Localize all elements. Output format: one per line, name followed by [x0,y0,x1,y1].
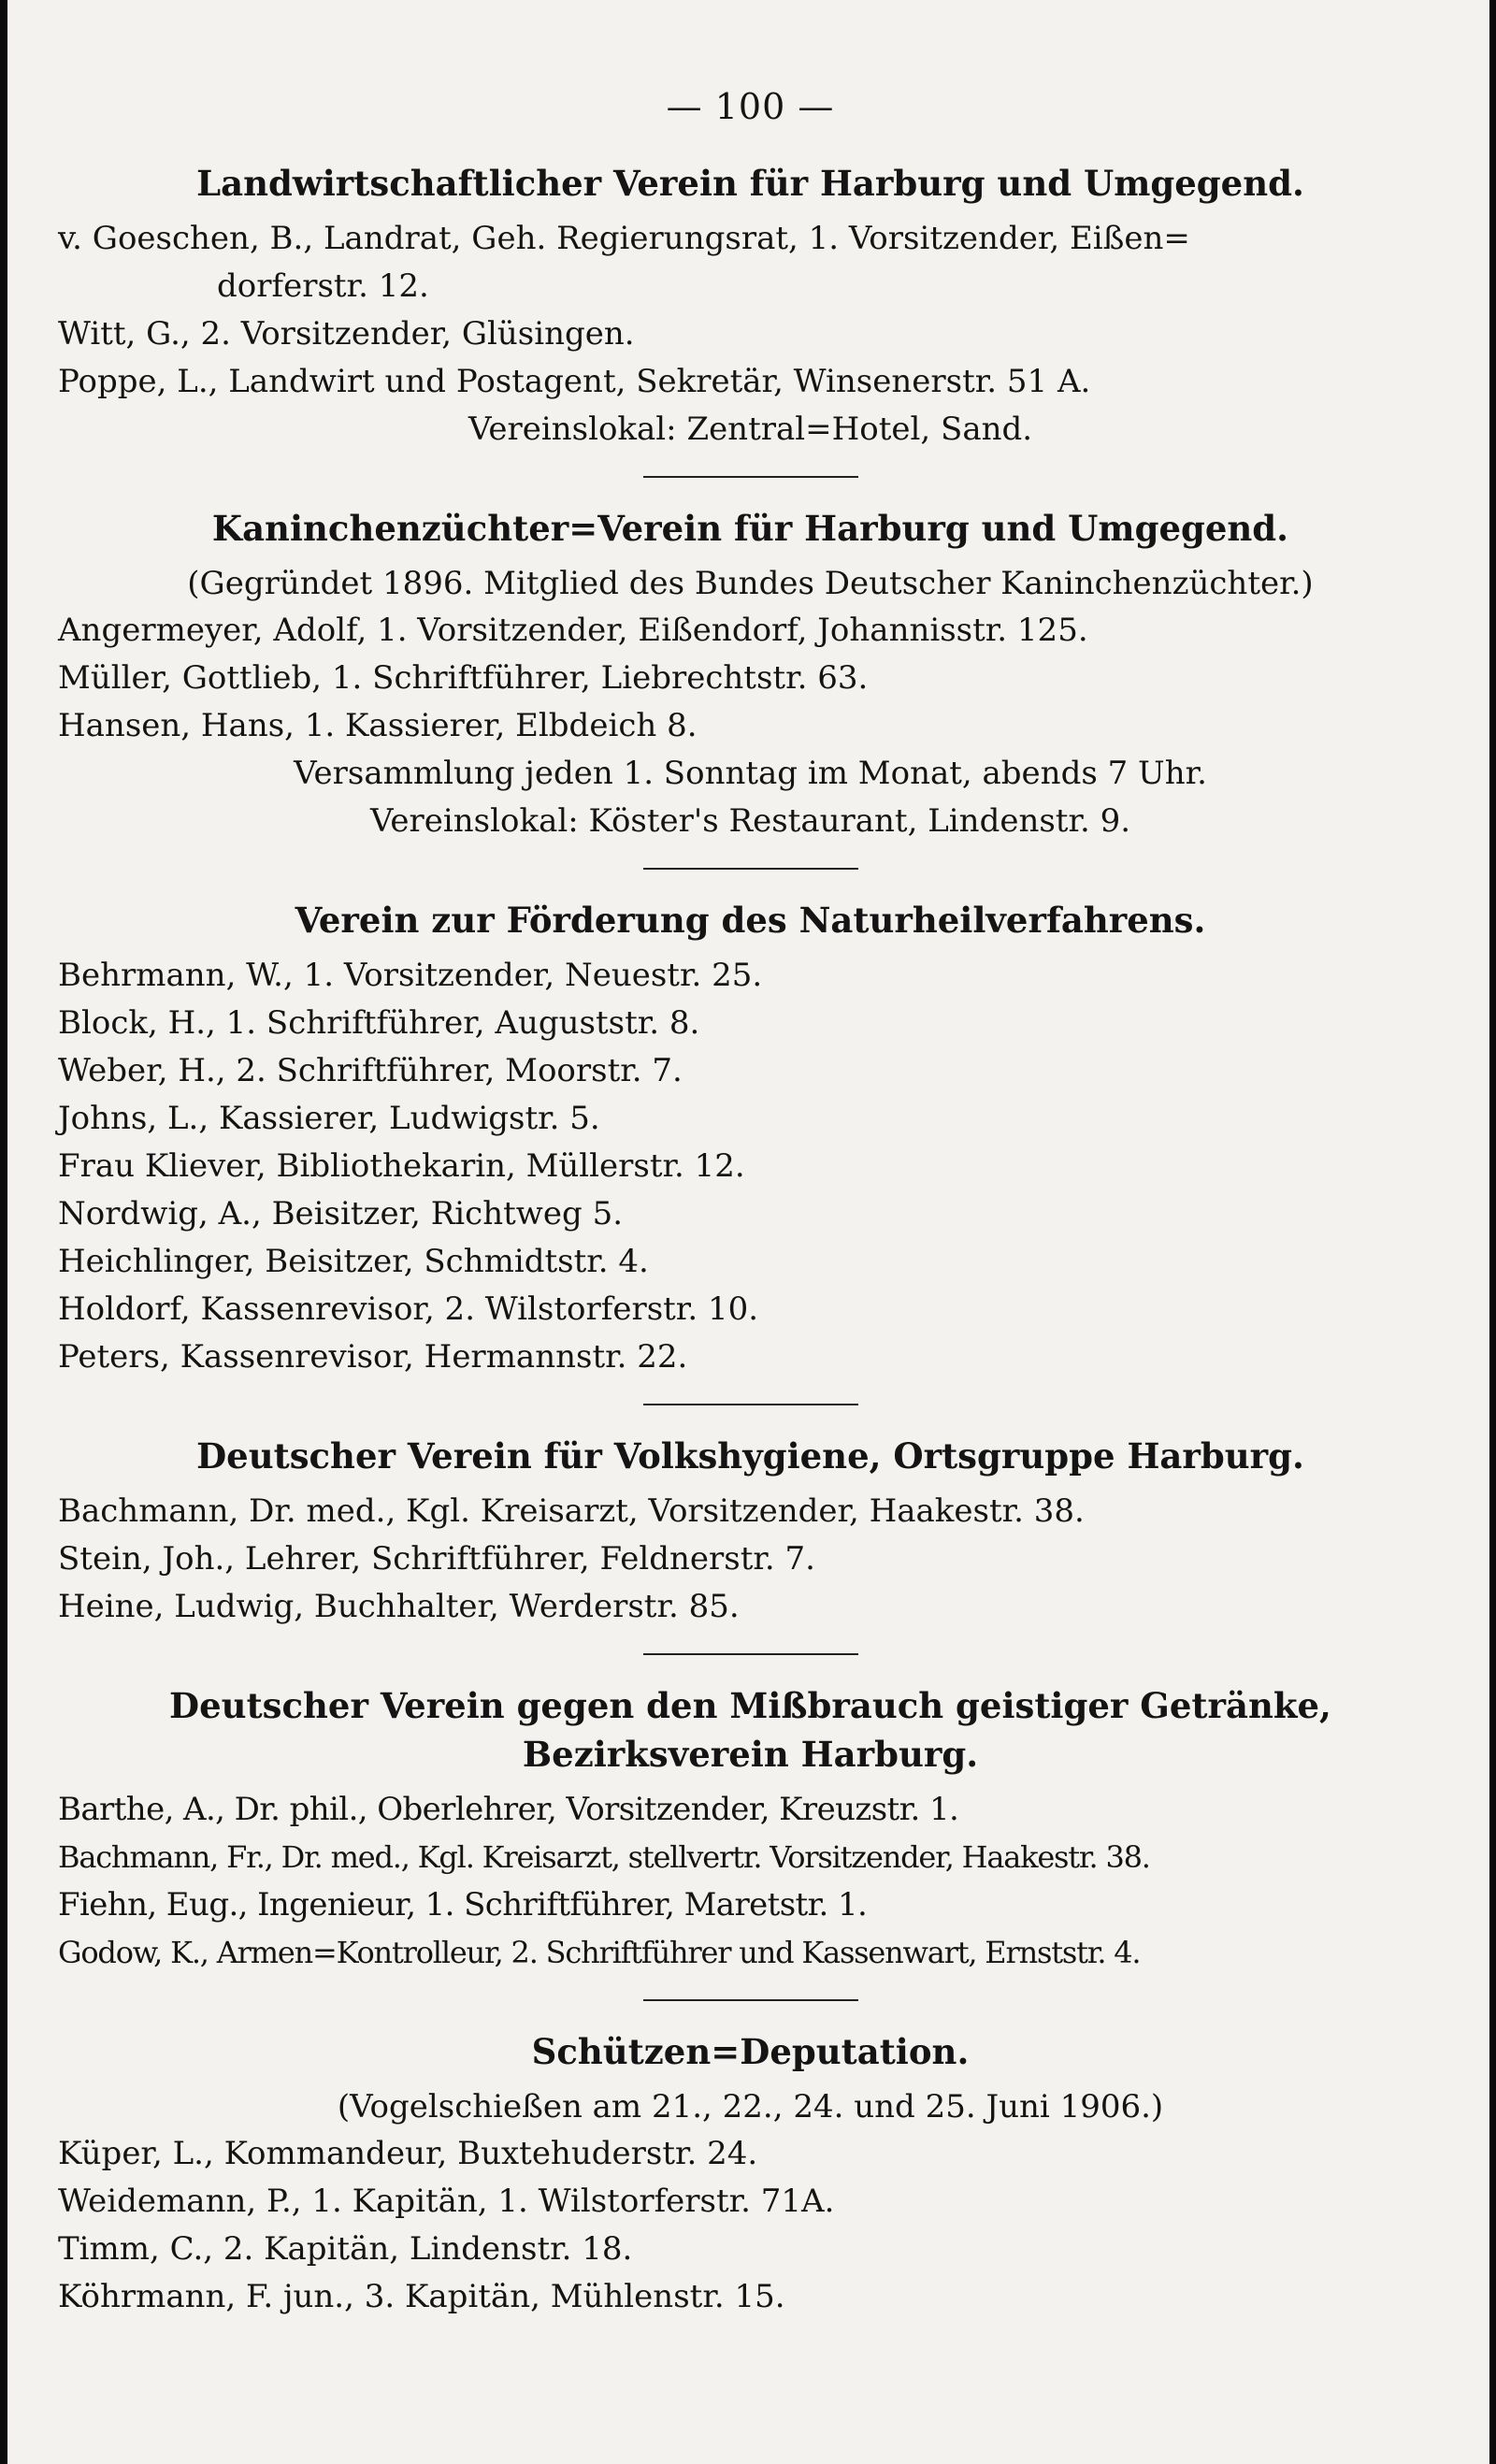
section-heading: Kaninchenzüchter=Verein für Harburg und Umgegend. [211,508,1289,549]
entry-text: v. Goeschen, B., Landrat, Geh. Regierungsrat, 1. Vorsitzender, Eißen= [58,220,1190,257]
list-item: Küper, L., Kommandeur, Buxtehuderstr. 24. [58,2135,758,2172]
member-list [58,2130,1443,2321]
list-item: Köhrmann, F. jun., 3. Kapitän, Mühlenstr. 15. [58,2278,785,2315]
section-kaninchenzuechter-verein [58,504,1443,845]
entry-continuation: dorferstr. 12. [217,267,429,305]
section-note: Vereinslokal: Köster's Restaurant, Lindenstr. 9. [369,802,1131,840]
member-list [58,1488,1443,1631]
section-naturheilverfahren [58,896,1443,1381]
list-item: Timm, C., 2. Kapitän, Lindenstr. 18. [58,2230,633,2268]
list-item: Bachmann, Dr. med., Kgl. Kreisarzt, Vorsitzender, Haakestr. 38. [58,1492,1085,1530]
section-divider [643,1653,858,1655]
list-item [58,215,1443,310]
list-item: Fiehn, Eug., Ingenieur, 1. Schriftführer, Maretstr. 1. [58,1886,868,1924]
list-item: Peters, Kassenrevisor, Hermannstr. 22. [58,1338,688,1376]
section-divider [643,868,858,870]
list-item: Heine, Ludwig, Buchhalter, Werderstr. 85. [58,1588,740,1625]
list-item: Angermeyer, Adolf, 1. Vorsitzender, Eißendorf, Johannisstr. 125. [58,612,1088,649]
section-landwirtschaftlicher-verein [58,159,1443,454]
list-item: Johns, L., Kassierer, Ludwigstr. 5. [58,1100,600,1137]
page-number: — 100 — [666,86,835,127]
list-item: Stein, Joh., Lehrer, Schriftführer, Feldnerstr. 7. [58,1540,815,1578]
section-divider [643,1404,858,1405]
section-heading: Schützen=Deputation. [531,2031,970,2072]
member-list [58,607,1443,750]
section-heading: Deutscher Verein für Volkshygiene, Ortsgruppe Harburg. [196,1435,1304,1477]
list-item: Witt, G., 2. Vorsitzender, Glüsingen. [58,315,635,353]
list-item: Heichlinger, Beisitzer, Schmidtstr. 4. [58,1243,649,1280]
member-list [58,952,1443,1381]
section-heading-continued: Bezirksverein Harburg. [522,1734,979,1775]
section-divider [643,476,858,478]
list-item: Weber, H., 2. Schriftführer, Moorstr. 7. [58,1052,683,1089]
list-item: Nordwig, A., Beisitzer, Richtweg 5. [58,1195,624,1232]
list-item: Poppe, L., Landwirt und Postagent, Sekretär, Winsenerstr. 51 A. [58,363,1091,400]
section-volkshygiene [58,1432,1443,1631]
section-heading: Landwirtschaftlicher Verein für Harburg und Umgegend. [196,163,1304,204]
list-item: Weidemann, P., 1. Kapitän, 1. Wilstorferstr. 71A. [58,2183,835,2220]
list-item: Holdorf, Kassenrevisor, 2. Wilstorferstr. 10. [58,1290,759,1328]
section-subheading: (Gegründet 1896. Mitglied des Bundes Deutscher Kaninchenzüchter.) [187,565,1314,602]
section-subheading: (Vogelschießen am 21., 22., 24. und 25. Juni 1906.) [337,2088,1164,2125]
list-item: Block, H., 1. Schriftführer, Auguststr. 8. [58,1004,700,1042]
section-note: Versammlung jeden 1. Sonntag im Monat, abends 7 Uhr. [294,755,1207,792]
list-item: Godow, K., Armen=Kontrolleur, 2. Schriftführer und Kassenwart, Ernststr. 4. [58,1935,1141,1970]
list-item: Frau Kliever, Bibliothekarin, Müllerstr. 12. [58,1147,745,1185]
section-heading: Deutscher Verein gegen den Mißbrauch geistiger Getränke, [169,1685,1331,1726]
member-list [58,1786,1443,1977]
section-schuetzen-deputation [58,2027,1443,2321]
list-item: Behrmann, W., 1. Vorsitzender, Neuestr. 25. [58,957,763,994]
document-page [7,0,1489,2464]
list-item: Müller, Gottlieb, 1. Schriftführer, Liebrechtstr. 63. [58,659,869,697]
list-item: Bachmann, Fr., Dr. med., Kgl. Kreisarzt, stellvertr. Vorsitzender, Haakestr. 38. [58,1839,1150,1875]
list-item: Hansen, Hans, 1. Kassierer, Elbdeich 8. [58,707,698,744]
list-item: Barthe, A., Dr. phil., Oberlehrer, Vorsitzender, Kreuzstr. 1. [58,1791,959,1828]
section-divider [643,1999,858,2001]
section-missbrauch-geistiger-getraenke [58,1681,1443,1977]
section-note: Vereinslokal: Zentral=Hotel, Sand. [468,411,1033,448]
section-heading: Verein zur Förderung des Naturheilverfahrens. [295,900,1206,941]
member-list [58,215,1443,406]
